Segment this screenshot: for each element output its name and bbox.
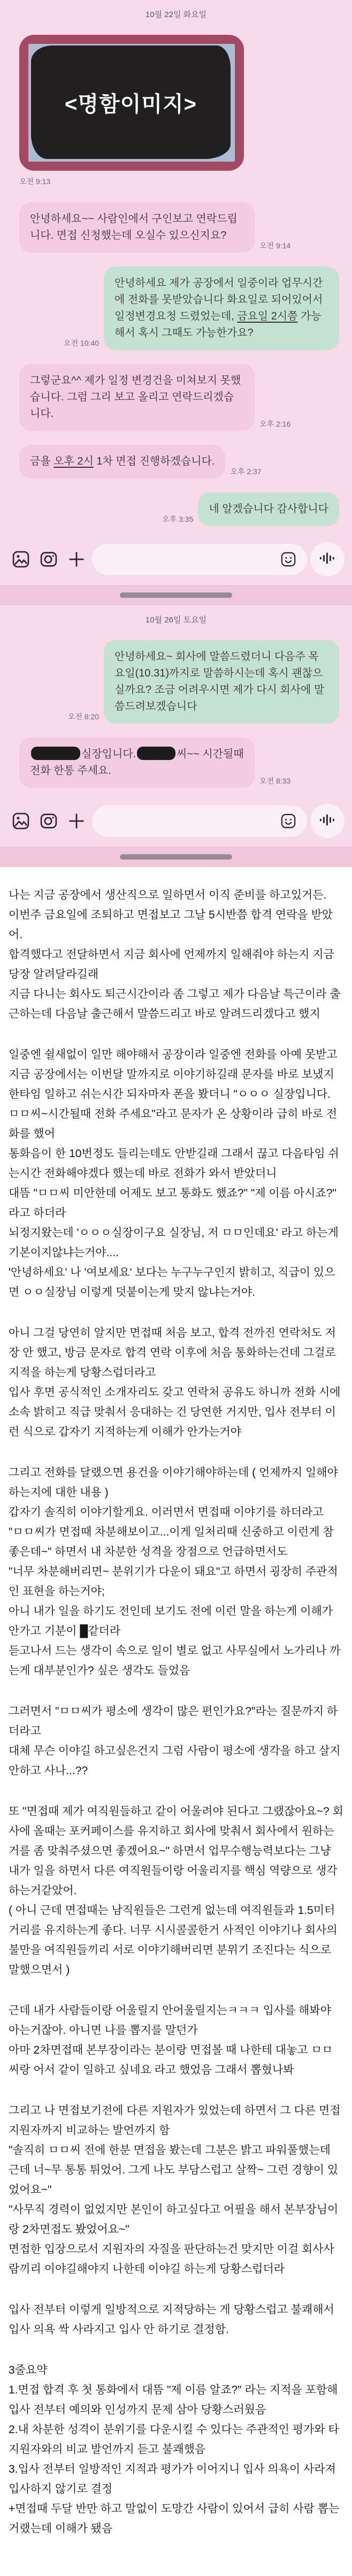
post-line: 2.내 차분한 성격이 분위기를 다운시킬 수 있다는 주관적인 평가와 타 지원자와의 비교 발언까지 듣고 불쾌했음 bbox=[9, 2423, 339, 2456]
post-line: 대체 무슨 이야길 하고싶은건지 그럼 사람이 평소에 생각을 하고 살지 안하고 사나...?? bbox=[9, 1745, 341, 1777]
post-line: 지금 다니는 회사도 퇴근시간이라 좀 그렇고 제가 다음날 특근이라 출근하는데 다음날 출근해서 말씀드리고 바로 알려드리겠다고 했지 bbox=[9, 988, 341, 1020]
post-line: 합격했다고 전달하면서 지금 회사에 언제까지 일해줘야 하는지 지금 당장 알려달라길래 bbox=[9, 948, 334, 981]
message-time: 오전 8:20 bbox=[67, 712, 99, 721]
redacted-text bbox=[137, 747, 175, 760]
camera-icon[interactable] bbox=[36, 547, 61, 572]
post-line: 면접한 입장으로서 지원자의 자질을 판단하는건 맞지만 이걸 회사사람끼리 이야길해야지 나한테 이야길 하는게 당황스럽더라 bbox=[9, 2243, 334, 2275]
gallery-icon[interactable] bbox=[9, 809, 33, 833]
message-text: 실장입니다. bbox=[81, 748, 136, 760]
home-indicator-handle bbox=[120, 592, 232, 598]
message-text: 씨~~ 시간될때 전화 한통 주세요. bbox=[30, 748, 244, 777]
message-time: 오전 10:40 bbox=[64, 339, 99, 347]
post-line: 듣고나서 드는 생각이 속으로 일이 별로 없고 사무실에서 노가리나 까는게 대부분인가? 싶은 생각도 들었음 bbox=[9, 1645, 341, 1677]
post-line: 이번주 금요일에 조퇴하고 면접보고 그날 5시반쯤 합격 연락을 받았어. bbox=[9, 909, 333, 941]
message-text: 오후 2시 bbox=[53, 455, 94, 467]
post-line: 아니 내가 일을 하기도 전인데 보기도 전에 이런 말을 하는게 이해가 안가고 기분이 █같더라 bbox=[9, 1605, 333, 1637]
post-line: 뇌정지왔는데 'ㅇㅇㅇ실장이구요 실장님, 저 ㅁㅁ인데요' 라고 하는게 기본이지않냐는거야.... bbox=[9, 1227, 339, 1259]
message-text: 가능해서 혹시 그때도 가능한가요? bbox=[114, 310, 322, 339]
post-line: ( 아니 근데 면접때는 남직원들은 그런게 없는데 여직원들과 1.5미터 거리를 유지하는게 좋다. 너무 시시콜콜한거 사적인 이야기나 회사의 불만을 여직원들끼리 서로 이야기해버리면 분위기 조진다는 식으로 말했으면서 ) bbox=[9, 1904, 338, 1976]
chat-input-bar bbox=[9, 804, 345, 838]
post-line: "솔직히 ㅁㅁ씨 전에 한분 면접을 봤는데 그분은 밝고 파워풀했는데 근데 너~무 통통 튀었어. 그게 나도 부담스럽고 살짝~ 그런 경향이 있었어요~" bbox=[9, 2144, 339, 2196]
plus-icon[interactable] bbox=[64, 547, 89, 572]
message-input[interactable] bbox=[92, 544, 307, 575]
emoji-icon[interactable] bbox=[276, 547, 301, 572]
post-paragraph bbox=[9, 2101, 343, 2279]
post-line: "사무직 경력이 없었지만 본인이 하고싶다고 어필을 해서 본부장님이랑 2차면접도 봤었어요~" bbox=[9, 2203, 339, 2236]
chat-message bbox=[19, 738, 343, 788]
message-text: 금요일 2시쯤 bbox=[237, 310, 298, 322]
post-body bbox=[0, 867, 352, 2576]
post-paragraph bbox=[9, 1323, 343, 1442]
message-bubble[interactable] bbox=[198, 492, 339, 526]
post-line: 입사 후면 공식적인 소개자리도 갖고 연락처 공유도 하니까 전화 시에 소속 밝히고 직급 맞춰서 응대하는 건 당연한 거지만, 입사 전부터 이런 식으로 갑자기 지적하는게 이해가 안가는거야 bbox=[9, 1386, 341, 1438]
post-line: 아니 그걸 당연히 알지만 면접때 처음 보고, 합격 전까진 연락처도 저장 안 했고, 방금 문자로 합격 연락 이후에 처음 통화하는건데 그걸로 지적을 하는게 당황스럽더라고 bbox=[9, 1327, 336, 1379]
gallery-icon[interactable] bbox=[9, 547, 33, 572]
post-line: 그리고 나 면접보기전에 다른 지원자가 있었는데 하면서 그 다른 면접 지원자까지 비교하는 발언까지 함 bbox=[9, 2104, 341, 2137]
chat-message bbox=[19, 364, 343, 431]
message-text: 안녕하세요~~ 사람인에서 구인보고 연락드립니다. 면접 신청했는데 오실수 있으신지요? bbox=[30, 213, 238, 241]
image-background bbox=[28, 44, 235, 162]
post-paragraph bbox=[9, 2360, 343, 2539]
post-line: 일중엔 쉴새없이 일만 해야해서 공장이라 일중엔 전화를 아예 못받고 지금 공장에서는 이번달 말까지로 이야기하길래 문자를 바로 보냈지 bbox=[9, 1048, 338, 1081]
message-bubble[interactable] bbox=[104, 640, 339, 724]
message-text: 그렇군요^^ 제가 일정 변경건을 미쳐보지 못했습니다. 그럼 그리 보고 올리고 연락드리겠습니다. bbox=[30, 375, 241, 420]
message-text: 금욜 bbox=[30, 455, 54, 467]
emoji-icon[interactable] bbox=[276, 809, 301, 833]
camera-icon[interactable] bbox=[36, 809, 61, 833]
voice-record-button[interactable] bbox=[310, 804, 345, 838]
voice-record-button[interactable] bbox=[310, 542, 345, 576]
message-time: 오전 9:14 bbox=[259, 241, 291, 250]
post-line: 그러면서 "ㅁㅁ씨가 평소에 생각이 많은 편인가요?"라는 질문까지 하더라고 bbox=[9, 1705, 338, 1737]
post-line: 그리고 전화를 달랬으면 용건을 이야기해야하는데 ( 언제까지 일해야 하는지에 대한 내용 ) bbox=[9, 1466, 338, 1499]
post-line: "너무 차분해버리면~ 분위기가 다운이 돼요"고 하면서 굉장히 주관적인 표현을 하는거야; bbox=[9, 1566, 338, 1598]
chat-message bbox=[9, 640, 339, 724]
chat-message bbox=[19, 445, 343, 478]
redacted-text bbox=[31, 747, 80, 760]
message-time: 오전 9:13 bbox=[19, 177, 51, 186]
post-line: 나는 지금 공장에서 생산직으로 일하면서 이직 준비를 하고있거든. bbox=[9, 889, 327, 901]
chat-message bbox=[9, 492, 339, 526]
post-paragraph bbox=[9, 1463, 343, 1681]
post-line: 통화음이 한 10번정도 들리는데도 안받길래 그래서 끊고 다음타임 쉬는시간 전화해야겠다 했는데 바로 전화가 와서 받았더니 bbox=[9, 1148, 339, 1180]
message-time: 오후 2:16 bbox=[259, 420, 291, 428]
post-line: 근데 내가 사람들이랑 어울릴지 안어울릴지는ㅋㅋㅋ 입사를 해봐야 아는거잖아. 아니면 나를 뽑지를 말던가 bbox=[9, 2004, 332, 2037]
chat-screenshot-1 bbox=[0, 0, 352, 605]
message-bubble[interactable] bbox=[104, 267, 339, 350]
chat-input-bar bbox=[9, 542, 345, 576]
post-line: 입사 전부터 이렇게 일방적으로 지적당하는 게 당황스럽고 불쾌해서 입사 의욕 싹 사라지고 입사 안 하기로 결정함. bbox=[9, 2304, 334, 2336]
redaction-scribble bbox=[31, 45, 231, 159]
post-paragraph bbox=[9, 2001, 343, 2080]
post-line: '안녕하세요' 나 '여보세요' 보다는 누구누구인지 밝히고, 직급이 있으면 ㅇㅇ실장님 이렇게 덧붙이는게 맞지 않냐는거야. bbox=[9, 1266, 335, 1298]
message-bubble[interactable] bbox=[19, 202, 255, 253]
image-message bbox=[19, 35, 343, 188]
chat-screenshot-2 bbox=[0, 605, 352, 867]
post-line: 1.면접 합격 후 첫 통화에서 대뜸 "제 이름 알죠?" 라는 지적을 포함해 입사 전부터 예의와 인성까지 문제 삼아 당황스러웠음 bbox=[9, 2384, 338, 2416]
message-input[interactable] bbox=[92, 806, 307, 837]
home-indicator-strip bbox=[0, 847, 352, 867]
message-time: 오후 2:37 bbox=[230, 467, 262, 476]
message-text: 안녕하세요 제가 공장에서 일중이라 업무시간에 전화를 못받았습니다 화요일로 되어있어서 일정변경요청 드렸었는데, bbox=[114, 277, 323, 322]
post-paragraph bbox=[9, 2300, 343, 2339]
voice-waveform-icon bbox=[318, 810, 337, 832]
post-line: "ㅁㅁ씨가 면접때 차분해보이고...이게 일처리때 신중하고 이런게 참 좋은데~" 하면서 내 차분한 성격을 장점으로 언급하면서도 bbox=[9, 1526, 334, 1558]
message-bubble[interactable] bbox=[19, 445, 225, 478]
post-line: 3.입사 전부터 일방적인 지적과 평가가 이어지니 입사 의욕이 사라져 입사하지 않기로 결정 bbox=[9, 2463, 336, 2495]
message-text: 안녕하세요~ 회사에 말씀드렸더니 다음주 목요일(10.31)까지로 말씀하시는데 혹시 괜찮으실까요? 조금 어려우시면 제가 다시 회사에 말씀드려보겠습니다 bbox=[114, 651, 325, 712]
post-line: 3줄요약 bbox=[9, 2364, 48, 2376]
post-paragraph bbox=[9, 1701, 343, 1781]
post-line: 또 "면접때 제가 여직원들하고 같이 어울려야 된다고 그랬잖아요~? 회사에 올때는 포커페이스를 유지하고 회사에 맞춰서 회사에서 원하는거를 좀 맞춰주셨으면 좋겠어요~" 하면서 업무수행능력보다는 그냥 내가 일을 하면서 다른 여직원들이랑 어울리지를 핵심 역량으로 생각하는거같았어. bbox=[9, 1805, 343, 1897]
message-time: 오후 3:35 bbox=[162, 515, 194, 523]
business-card-image[interactable] bbox=[19, 35, 244, 171]
chat-message bbox=[9, 267, 339, 350]
image-caption: <명함이미지> bbox=[65, 92, 197, 116]
post-paragraph bbox=[9, 1802, 343, 1980]
post-line: +면접때 두달 반만 하고 말없이 도망간 사람이 있어서 급히 사람 뽑는 거랬는데 이해가 됐음 bbox=[9, 2503, 340, 2535]
post-paragraph bbox=[9, 1045, 343, 1302]
message-list-1 bbox=[0, 35, 352, 526]
message-list-2 bbox=[0, 640, 352, 788]
message-text: 1차 면접 진행하겠습니다. bbox=[93, 455, 215, 467]
message-time: 오전 8:33 bbox=[259, 777, 291, 785]
plus-icon[interactable] bbox=[64, 809, 89, 833]
post-line: 갑자기 솔직히 이야기할게요. 이러면서 면접때 이야기를 하더라고 bbox=[9, 1506, 324, 1518]
home-indicator-strip bbox=[0, 585, 352, 605]
post-line: 대뜸 "ㅁㅁ씨 미안한데 어제도 보고 통화도 했죠?" "제 이름 아시죠?" 라고 하더라 bbox=[9, 1187, 336, 1219]
post-line: 한타임 일하고 쉬는시간 되자마자 폰을 봤더니 "ㅇㅇㅇ 실장입니다. ㅁㅁ씨~시간될때 전화 주세요"라고 문자가 온 상황이라 급히 바로 전화를 했어 bbox=[9, 1088, 338, 1140]
chat-message bbox=[19, 202, 343, 253]
message-bubble[interactable] bbox=[19, 738, 255, 788]
message-text: 네 알겠습니다 감사합니다 bbox=[209, 503, 328, 515]
voice-waveform-icon bbox=[318, 549, 337, 571]
post-line: 아마 2차면접때 본부장이라는 분이랑 면접볼 때 나한테 대놓고 ㅁㅁ씨랑 어서 같이 일하고 싶네요 라고 했었음 그래서 뽑혔나봐 bbox=[9, 2044, 333, 2076]
date-header: 10월 26일 토요일 bbox=[145, 615, 207, 625]
post-paragraph bbox=[9, 885, 343, 1024]
message-bubble[interactable] bbox=[19, 364, 255, 431]
date-header: 10월 22일 화요일 bbox=[145, 10, 207, 19]
home-indicator-handle bbox=[120, 854, 232, 860]
